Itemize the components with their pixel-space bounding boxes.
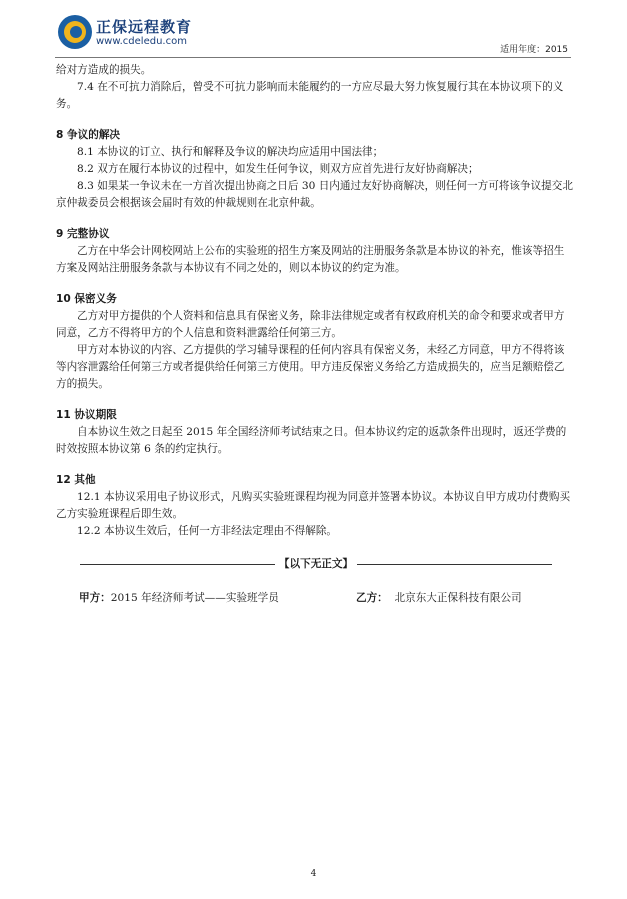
document-body xyxy=(56,62,573,540)
clause-11-1: 自本协议生效之日起至 2015 年全国经济师考试结束之日。但本协议约定的返款条件出现时，返还学费的时效按照本协议第 6 条的约定执行。 xyxy=(56,426,567,455)
party-b-label: 乙方： xyxy=(356,592,388,604)
party-b-signature xyxy=(356,590,522,605)
clause-12-1: 12.1 本协议采用电子协议形式，凡购买实验班课程均视为同意并签署本协议。本协议自甲方成功付费购买乙方实验班课程后即生效。 xyxy=(56,491,571,520)
section-title-12: 12 其他 xyxy=(56,474,96,486)
page-number: 4 xyxy=(310,869,317,879)
brand-name: 正保远程教育 xyxy=(96,18,193,36)
clause-8-3: 8.3 如果某一争议未在一方首次提出协商之日后 30 日内通过友好协商解决，则任何一方可将该争议提交北京仲裁委员会根据该会届时有效的仲裁规则在北京仲裁。 xyxy=(56,180,573,209)
clause-8-2: 8.2 双方在履行本协议的过程中，如发生任何争议，则双方应首先进行友好协商解决； xyxy=(77,163,479,175)
clause-10-2: 甲方对本协议的内容、乙方提供的学习辅导课程的任何内容具有保密义务，未经乙方同意，甲方不得将该等内容泄露给任何第三方或者提供给任何第三方使用。甲方违反保密义务给乙方造成损失的，应当足额赔偿乙方的损失。 xyxy=(56,344,565,390)
party-a-value: 2015 年经济师考试——实验班学员 xyxy=(110,592,279,604)
party-a-signature xyxy=(79,590,279,605)
paragraph-continued: 给对方造成的损失。 xyxy=(56,64,152,76)
clause-12-2: 12.2 本协议生效后，任何一方非经法定理由不得解除。 xyxy=(77,525,338,537)
clause-7-4: 7.4 在不可抗力消除后，曾受不可抗力影响而未能履约的一方应尽最大努力恢复履行其在本协议项下的义务。 xyxy=(56,81,564,110)
section-title-9: 9 完整协议 xyxy=(56,228,110,240)
party-a-label: 甲方： xyxy=(79,592,111,604)
section-title-11: 11 协议期限 xyxy=(56,409,117,421)
applicable-year: 适用年度：2015 xyxy=(500,45,568,55)
clause-10-1: 乙方对甲方提供的个人资料和信息具有保密义务，除非法律规定或者有权政府机关的命令和要求或者甲方同意，乙方不得将甲方的个人信息和资料泄露给任何第三方。 xyxy=(56,310,565,339)
brand-url: www.cdeledu.com xyxy=(96,36,187,47)
end-of-text-divider xyxy=(80,556,552,571)
end-of-text-label: 【以下无正文】 xyxy=(275,556,357,571)
brand-logo-icon xyxy=(58,15,92,49)
header-rule xyxy=(55,57,571,58)
party-b-value: 北京东大正保科技有限公司 xyxy=(394,592,522,604)
section-title-8: 8 争议的解决 xyxy=(56,129,121,141)
section-title-10: 10 保密义务 xyxy=(56,293,117,305)
clause-9-1: 乙方在中华会计网校网站上公布的实验班的招生方案及网站的注册服务条款是本协议的补充，惟该等招生方案及网站注册服务条款与本协议有不同之处的，则以本协议的约定为准。 xyxy=(56,245,565,274)
page-header xyxy=(0,0,627,62)
clause-8-1: 8.1 本协议的订立、执行和解释及争议的解决均应适用中国法律； xyxy=(77,146,384,158)
